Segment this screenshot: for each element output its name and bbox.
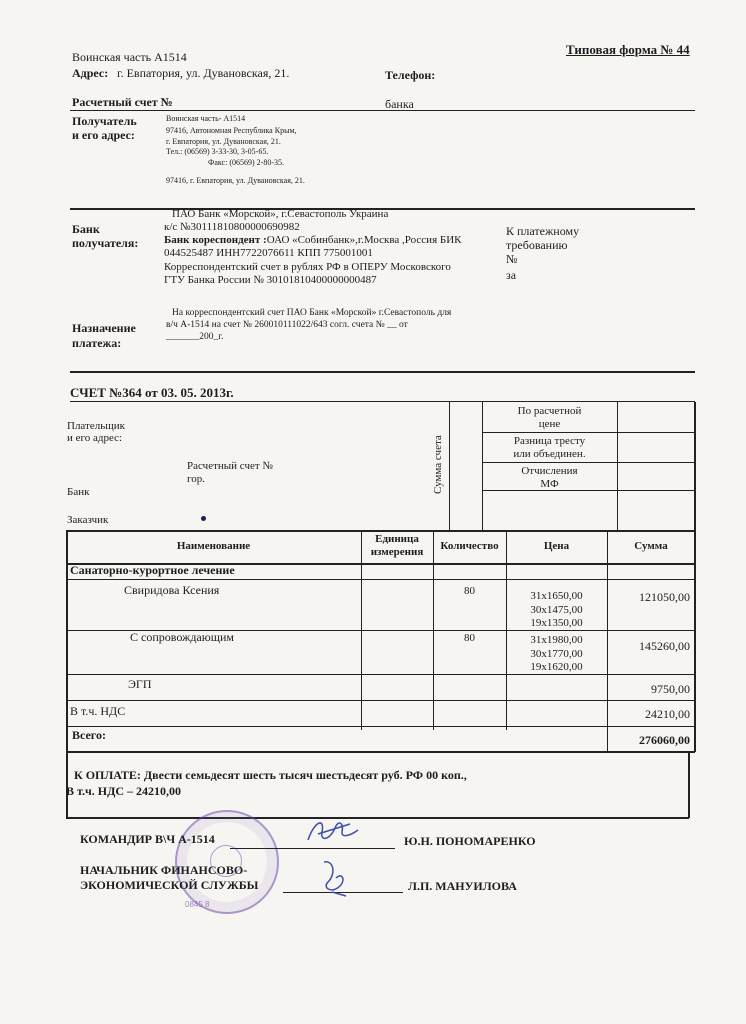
row-price: 31х1650,00 xyxy=(530,590,583,602)
grid-line xyxy=(449,402,450,530)
address-label: Адрес: xyxy=(72,66,109,80)
sum-vertical-label: Сумма счета xyxy=(432,435,444,494)
row-qty: 80 xyxy=(464,585,475,597)
row-qty: 80 xyxy=(464,632,475,644)
divider xyxy=(70,110,695,111)
bank-line: ГТУ Банка России № 30101810400000000487 xyxy=(164,274,377,286)
payer-label: Плательщик xyxy=(67,420,125,432)
row-price: 30х1770,00 xyxy=(530,648,583,660)
row-price: 19х1350,00 xyxy=(530,617,583,629)
customer-label: Заказчик xyxy=(67,514,109,526)
commander-name: Ю.Н. ПОНОМАРЕНКО xyxy=(404,834,536,848)
purpose-line: На корреспондентский счет ПАО Банк «Морской» г.Севастополь для xyxy=(172,308,452,318)
unit-name: Воинская часть А1514 xyxy=(72,50,187,64)
recipient-line: Тел.: (06569) 3-33-30, 3-05-65. xyxy=(166,147,269,156)
bank-label: Банк xyxy=(72,222,100,236)
vat-label: В т.ч. НДС xyxy=(70,704,126,718)
payment-line-2: В т.ч. НДС – 24210,00 xyxy=(66,784,182,798)
purpose-label: Назначение xyxy=(72,321,136,335)
total-label: Всего: xyxy=(72,728,106,742)
grid-line xyxy=(482,462,695,463)
col-header-qty: Количество xyxy=(440,540,499,552)
dot-mark xyxy=(201,516,206,521)
finance-name: Л.П. МАНУИЛОВА xyxy=(408,879,517,893)
recipient-line: 97416, г. Евпатория, ул. Дувановская, 21. xyxy=(166,176,305,185)
section-title: Санаторно-курортное лечение xyxy=(70,563,235,577)
recipient-line: г. Евпатория, ул. Дувановская, 21. xyxy=(166,137,281,146)
payment-line-1: К ОПЛАТЕ: Двести семьдесят шесть тысяч шестьдесят руб. РФ 00 коп., xyxy=(74,768,467,782)
col-header-price: Цена xyxy=(543,540,570,552)
col-header-sum: Сумма xyxy=(634,540,668,552)
row-name: Свиридова Ксения xyxy=(124,583,220,597)
side-row-label: или объединен. xyxy=(513,448,586,460)
payer-bank: Банк xyxy=(67,486,90,498)
row-price: 19х1620,00 xyxy=(530,661,583,673)
finance-signature xyxy=(312,852,362,902)
bank-correspondent-label: Банк кореспондент : xyxy=(164,234,267,246)
requirement-line: требованию xyxy=(506,238,568,252)
table-border xyxy=(688,752,690,818)
requirement-line: за xyxy=(506,268,517,282)
grid-line xyxy=(66,700,695,701)
recipient-line: 97416, Автономная Республика Крым, xyxy=(166,126,297,135)
stamp-text: 0845 8 xyxy=(185,900,210,909)
payer-account: Расчетный счет № xyxy=(187,460,273,472)
row-price: 30х1475,00 xyxy=(530,604,583,616)
payer-city: гор. xyxy=(187,473,205,485)
requirement-line: К платежному xyxy=(506,224,580,238)
row-sum: 9750,00 xyxy=(651,682,690,696)
row-sum: 145260,00 xyxy=(639,639,690,653)
bank-line: 044525487 ИНН7722076611 КПП 775001001 xyxy=(164,247,373,259)
grid-line xyxy=(66,674,695,675)
purpose-line: _______200_г. xyxy=(166,332,224,342)
payer-label-2: и его адрес: xyxy=(67,432,123,444)
recipient-line: Воинская часть- А1514 xyxy=(166,114,246,123)
bank-line: к/с №30111810800000690982 xyxy=(164,221,300,233)
grid-line xyxy=(617,402,618,530)
commander-title: КОМАНДИР В\Ч А-1514 xyxy=(80,832,215,846)
side-row-label: По расчетной xyxy=(517,405,582,417)
invoice-title: СЧЕТ №364 от 03. 05. 2013г. xyxy=(70,385,234,400)
address-value: г. Евпатория, ул. Дувановская, 21. xyxy=(117,66,290,80)
grid-line xyxy=(66,751,695,753)
table-border xyxy=(66,530,695,532)
side-row-label: Разница тресту xyxy=(513,435,586,447)
bank-line xyxy=(164,234,461,246)
recipient-label: Получатель xyxy=(72,114,137,128)
purpose-line: в/ч А-1514 на счет № 260010111022/643 согл. счета № __ от xyxy=(166,320,408,330)
bank-line: Корреспондентский счет в рублях РФ в ОПЕРУ Московского xyxy=(164,261,451,273)
side-row-label: цене xyxy=(538,418,561,430)
bank-correspondent-value: ОАО «Собинбанк»,г.Москва ,Россия БИК xyxy=(266,234,462,246)
grid-line xyxy=(66,579,695,580)
row-name: С сопровождающим xyxy=(130,630,234,644)
finance-title: НАЧАЛЬНИК ФИНАНСОВО- xyxy=(80,863,248,877)
bank-line: ПАО Банк «Морской», г.Севастополь Украина xyxy=(172,208,389,220)
account-label: Расчетный счет № xyxy=(72,95,173,109)
finance-title-2: ЭКОНОМИЧЕСКОЙ СЛУЖБЫ xyxy=(80,878,259,892)
row-price: 31х1980,00 xyxy=(530,634,583,646)
divider xyxy=(70,401,695,402)
col-header-name: Наименование xyxy=(176,540,251,552)
col-header-unit-2: измерения xyxy=(370,546,424,558)
recipient-line: Факс: (06569) 2-80-35. xyxy=(208,158,284,167)
form-title: Типовая форма № 44 xyxy=(566,42,690,57)
recipient-label-2: и его адрес: xyxy=(72,128,135,142)
side-row-label: Отчисления xyxy=(521,465,578,477)
requirement-line: № xyxy=(506,252,518,266)
grid-line xyxy=(66,726,695,727)
vat-sum: 24210,00 xyxy=(645,707,690,721)
row-name: ЭГП xyxy=(128,677,152,691)
row-sum: 121050,00 xyxy=(639,590,690,604)
total-sum: 276060,00 xyxy=(639,733,690,747)
bank-label-2: получателя: xyxy=(72,236,139,250)
table-border xyxy=(66,817,689,819)
bank-word: банка xyxy=(385,97,414,111)
purpose-label-2: платежа: xyxy=(72,336,122,350)
col-header-unit: Единица xyxy=(375,533,419,545)
grid-line xyxy=(482,432,695,433)
side-row-label: МФ xyxy=(540,478,559,490)
divider xyxy=(70,371,695,373)
grid-line xyxy=(482,490,695,491)
commander-signature xyxy=(300,810,370,855)
phone-label: Телефон: xyxy=(385,68,436,82)
